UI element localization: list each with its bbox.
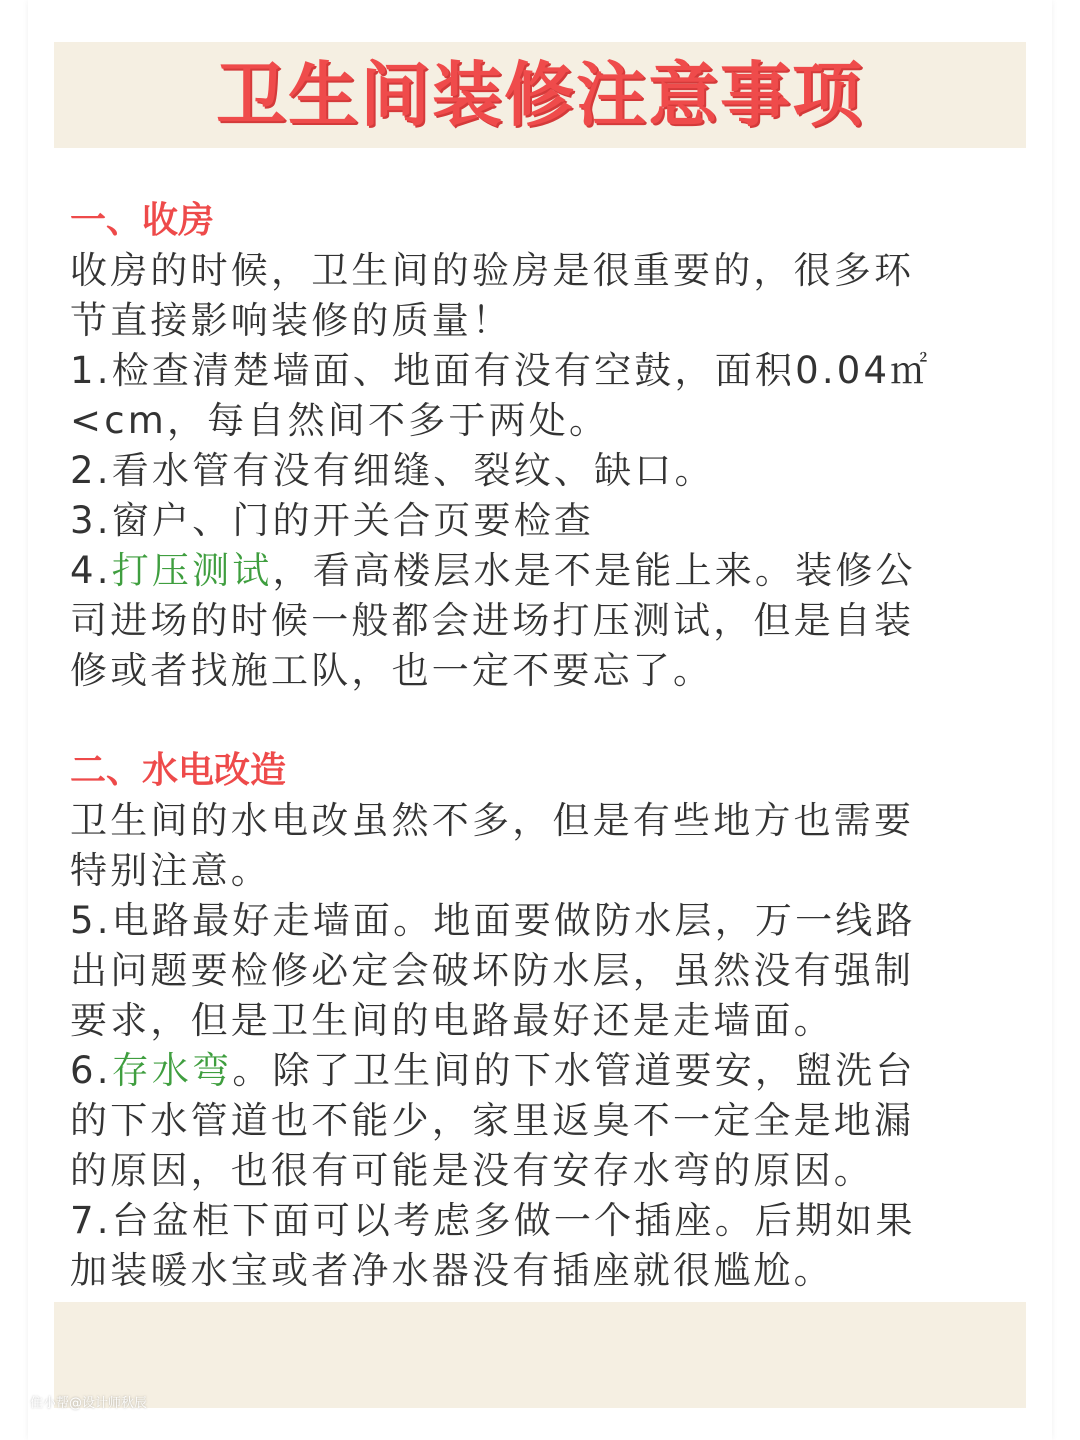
page-title: 卫生间装修注意事项 [216, 54, 864, 136]
footer-banner [54, 1302, 1026, 1408]
list-item-4-line: 司进场的时候一般都会进场打压测试，但是自装 [70, 599, 915, 642]
list-item-7-line: 加装暖水宝或者净水器没有插座就很尴尬。 [70, 1249, 834, 1292]
paragraph-line: 收房的时候，卫生间的验房是很重要的，很多环 [70, 249, 915, 292]
list-item-text: ，看高楼层水是不是能上来。装修公 [272, 549, 916, 592]
list-item-5-line: 要求，但是卫生间的电路最好还是走墙面。 [70, 999, 834, 1042]
list-item-3: 3.窗户、门的开关合页要检查 [70, 499, 595, 542]
list-item-5-line: 出问题要检修必定会破坏防水层，虽然没有强制 [70, 949, 915, 992]
section-heading-1: 一、收房 [70, 200, 215, 241]
watermark: 住小帮@设计师秋辰 [30, 1396, 148, 1411]
list-item-1-line: 1.检查清楚墙面、地面有没有空鼓，面积0.04㎡ [70, 349, 931, 392]
list-item-5-line: 5.电路最好走墙面。地面要做防水层，万一线路 [70, 899, 916, 942]
section-heading-2: 二、水电改造 [70, 750, 287, 791]
list-item-1-line: <cm，每自然间不多于两处。 [70, 399, 610, 442]
list-number: 6. [70, 1049, 112, 1092]
article-body [70, 196, 1010, 1296]
list-item-6-line: 的下水管道也不能少，家里返臭不一定全是地漏 [70, 1099, 915, 1142]
highlight-term: 打压测试 [111, 549, 273, 592]
highlight-term: 存水弯 [111, 1049, 233, 1092]
list-item-6 [70, 1046, 1010, 1096]
list-item-4-line: 修或者找施工队，也一定不要忘了。 [70, 649, 714, 692]
section-spacer [70, 696, 1010, 746]
paragraph-line: 卫生间的水电改虽然不多，但是有些地方也需要 [70, 799, 915, 842]
list-item-text: 。除了卫生间的下水管道要安，盥洗台 [232, 1049, 916, 1092]
list-item-7-line: 7.台盆柜下面可以考虑多做一个插座。后期如果 [70, 1199, 916, 1242]
list-item-4 [70, 546, 1010, 596]
list-number: 4. [70, 549, 112, 592]
title-banner [54, 42, 1026, 148]
list-item-2: 2.看水管有没有细缝、裂纹、缺口。 [70, 449, 715, 492]
list-item-6-line: 的原因，也很有可能是没有安存水弯的原因。 [70, 1149, 874, 1192]
paragraph-line: 特别注意。 [70, 849, 271, 892]
paragraph-line: 节直接影响装修的质量！ [70, 299, 513, 342]
